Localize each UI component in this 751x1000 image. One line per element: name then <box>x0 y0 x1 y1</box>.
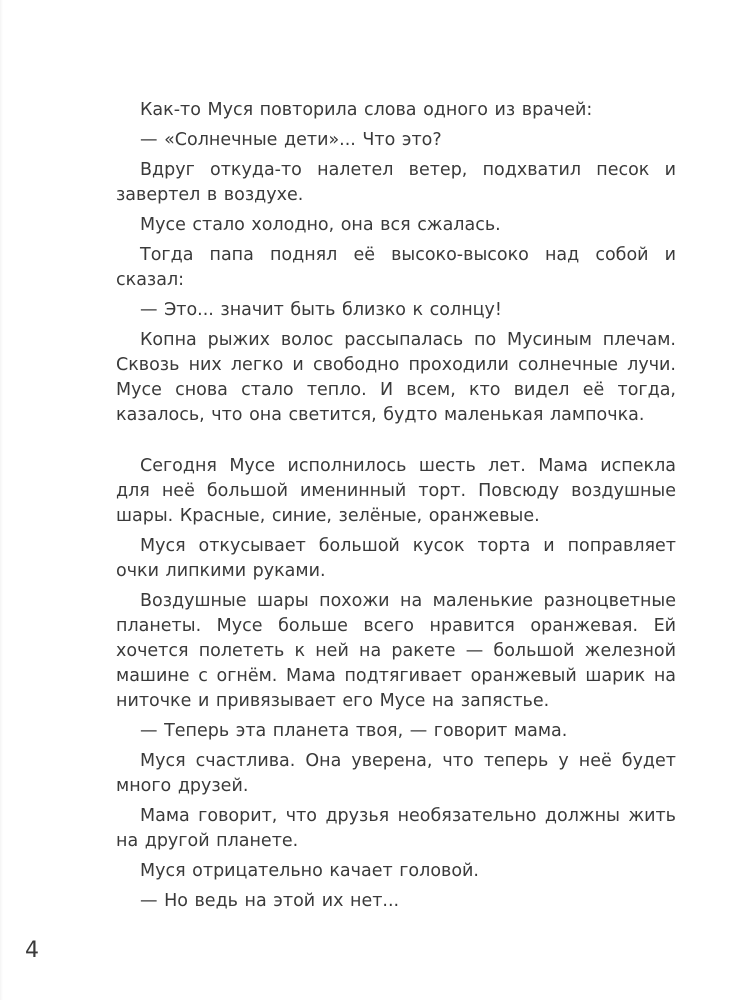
page-number: 4 <box>25 938 39 963</box>
paragraph: Вдруг откуда-то налетел ветер, подхватил песок и завертел в воздухе. <box>116 160 676 205</box>
paragraph: Как-то Муся повторила слова одного из врачей: <box>140 100 593 120</box>
paragraph-dialogue: — «Солнечные дети»... Что это? <box>140 130 442 150</box>
paragraph: Муся счастлива. Она уверена, что теперь у неё будет много друзей. <box>116 751 676 796</box>
paragraph-dialogue: — Теперь эта планета твоя, — говорит мама. <box>140 721 568 741</box>
page-edge-shadow <box>0 0 3 1000</box>
paragraph: Тогда папа поднял её высоко-высоко над собой и сказал: <box>116 245 676 290</box>
story-text <box>116 98 676 919</box>
paragraph: Копна рыжих волос рассыпалась по Мусиным плечам. Сквозь них легко и свободно проходили солнечные лучи. Мусе снова стало тепло. И всем, кто видел её тогда, казалось, что она светится, будто маленькая лампочка. <box>116 330 676 425</box>
paragraph: Сегодня Мусе исполнилось шесть лет. Мама испекла для неё большой именинный торт. Повсюду воздушные шары. Красные, синие, зелёные, оранжевые. <box>116 456 676 526</box>
paragraph: Воздушные шары похожи на маленькие разноцветные планеты. Мусе больше всего нравится оранжевая. Ей хочется полететь к ней на ракете — большой железной машине с огнём. Мама подтягивает оранжевый шарик на ниточке и привязывает его Мусе на запястье. <box>116 591 676 711</box>
paragraph-dialogue: — Но ведь на этой их нет... <box>140 891 400 911</box>
paragraph: Муся отрицательно качает головой. <box>140 861 479 881</box>
story-section-2 <box>116 454 676 914</box>
paragraph: Мусе стало холодно, она вся сжалась. <box>140 215 501 235</box>
paragraph: Мама говорит, что друзья необязательно должны жить на другой планете. <box>116 806 676 851</box>
paragraph: Муся откусывает большой кусок торта и поправляет очки липкими руками. <box>116 536 676 581</box>
paragraph-dialogue: — Это... значит быть близко к солнцу! <box>140 300 502 320</box>
story-section-1 <box>116 98 676 428</box>
